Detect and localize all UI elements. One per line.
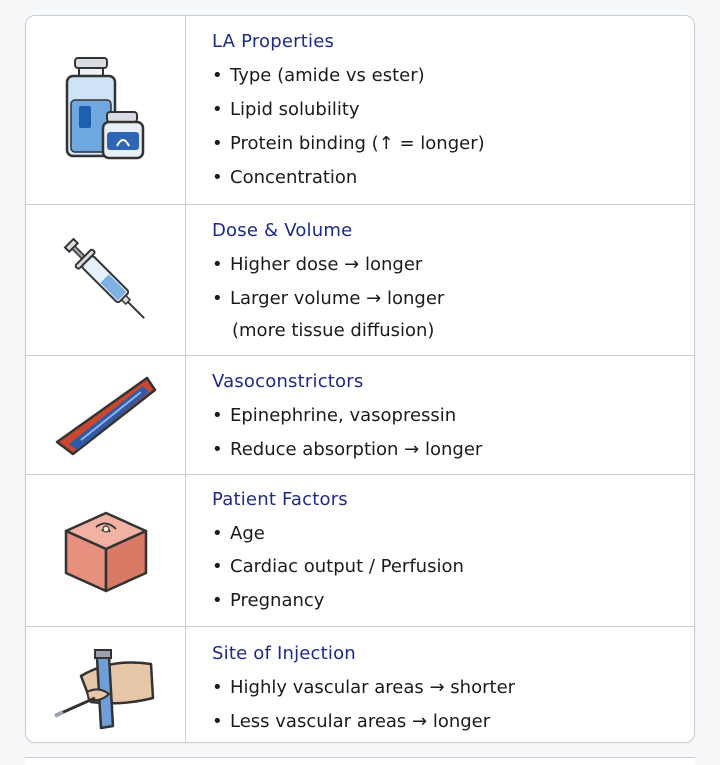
section-title: Site of Injection (212, 643, 356, 664)
duration-factors-table (25, 15, 695, 743)
bullet-item: • Epinephrine, vasopressin (212, 405, 457, 426)
syringe-icon (56, 230, 156, 330)
bullet-item: • Larger volume → longer (212, 288, 445, 309)
row-site-of-injection (26, 626, 695, 743)
bullet-item: • Protein binding (↑ = longer) (212, 133, 485, 154)
bullet-item: • Age (212, 523, 265, 544)
row-la-properties (26, 16, 695, 204)
bullet-continuation: (more tissue diffusion) (232, 320, 435, 341)
bullet-item: • Type (amide vs ester) (212, 65, 425, 86)
bullet-item: • Pregnancy (212, 590, 325, 611)
bullet-item: • Concentration (212, 167, 358, 188)
bullet-item: • Cardiac output / Perfusion (212, 556, 464, 577)
bullet-item: • Higher dose → longer (212, 254, 423, 275)
icon-cell (26, 16, 186, 204)
icon-cell (26, 356, 186, 474)
row-vasoconstrictors (26, 355, 695, 474)
bullet-item: • Lipid solubility (212, 99, 360, 120)
icon-cell (26, 205, 186, 355)
tissue-block-icon (56, 501, 156, 601)
row-patient-factors (26, 474, 695, 626)
row-dose-volume (26, 204, 695, 355)
injection-site-icon (51, 636, 161, 736)
icon-cell (26, 627, 186, 743)
section-title: Patient Factors (212, 489, 348, 510)
section-title: Dose & Volume (212, 220, 353, 241)
vial-icon (61, 50, 151, 170)
bullet-item: • Reduce absorption → longer (212, 439, 483, 460)
bullet-item: • Highly vascular areas → shorter (212, 677, 516, 698)
bullet-item: • Less vascular areas → longer (212, 711, 491, 732)
icon-cell (26, 475, 186, 626)
section-title: Vasoconstrictors (212, 371, 364, 392)
blood-vessel-icon (51, 370, 161, 460)
section-title: LA Properties (212, 31, 335, 52)
